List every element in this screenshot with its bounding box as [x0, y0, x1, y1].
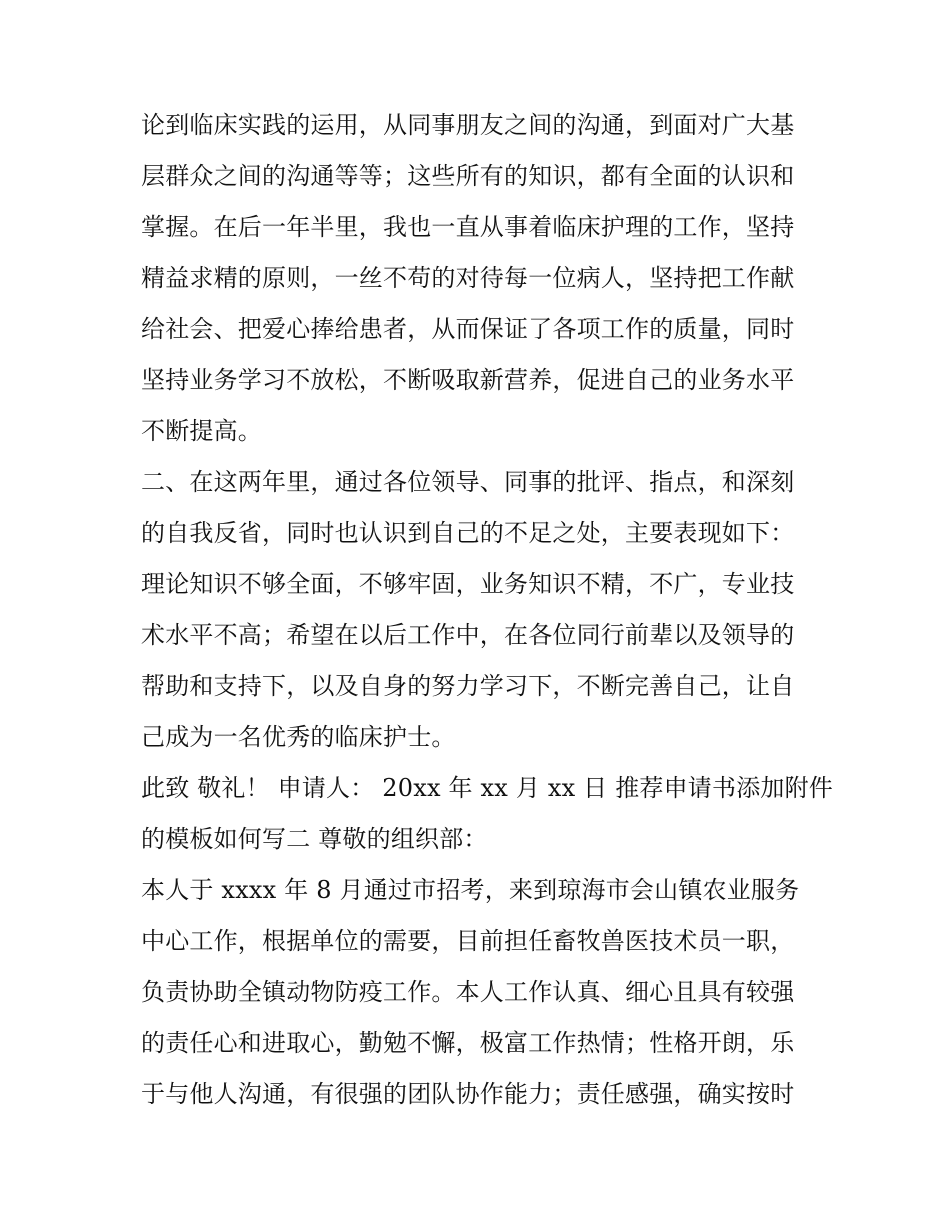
text-line: 掌握。在后一年半里，我也一直从事着临床护理的工作，坚持: [141, 213, 795, 241]
text-line: 负责协助全镇动物防疫工作。本人工作认真、细心且具有较强: [141, 978, 795, 1006]
text-line: 层群众之间的沟通等等；这些所有的知识，都有全面的认识和: [141, 162, 795, 190]
text-line: 理论知识不够全面，不够牢固，业务知识不精，不广，专业技: [141, 570, 795, 598]
text-line: 给社会、把爱心捧给患者，从而保证了各项工作的质量，同时: [141, 315, 795, 343]
text-line: 论到临床实践的运用，从同事朋友之间的沟通，到面对广大基: [141, 111, 795, 139]
text-line: 二、在这两年里，通过各位领导、同事的批评、指点，和深刻: [141, 468, 795, 496]
text-line: 的自我反省，同时也认识到自己的不足之处，主要表现如下：: [141, 519, 795, 547]
text-line: 的模板如何写二 尊敬的组织部：: [141, 825, 488, 853]
text-line: 精益求精的原则，一丝不苟的对待每一位病人，坚持把工作献: [141, 264, 795, 292]
text-line: 坚持业务学习不放松，不断吸取新营养，促进自己的业务水平: [141, 366, 795, 394]
text-line: 此致 敬礼！ 申请人： 20xx 年 xx 月 xx 日 推荐申请书添加附件: [141, 774, 834, 802]
text-line: 术水平不高；希望在以后工作中，在各位同行前辈以及领导的: [141, 621, 795, 649]
text-line: 于与他人沟通，有很强的团队协作能力；责任感强，确实按时: [141, 1080, 795, 1108]
text-line: 的责任心和进取心，勤勉不懈，极富工作热情；性格开朗，乐: [141, 1029, 795, 1057]
text-line: 中心工作，根据单位的需要，目前担任畜牧兽医技术员一职，: [141, 927, 795, 955]
text-line: 己成为一名优秀的临床护士。: [141, 723, 456, 751]
text-line: 不断提高。: [141, 417, 262, 445]
text-line: 帮助和支持下，以及自身的努力学习下，不断完善自己，让自: [141, 672, 795, 700]
text-line: 本人于 xxxx 年 8 月通过市招考，来到琼海市会山镇农业服务: [141, 876, 800, 904]
document-body: [141, 100, 834, 1120]
